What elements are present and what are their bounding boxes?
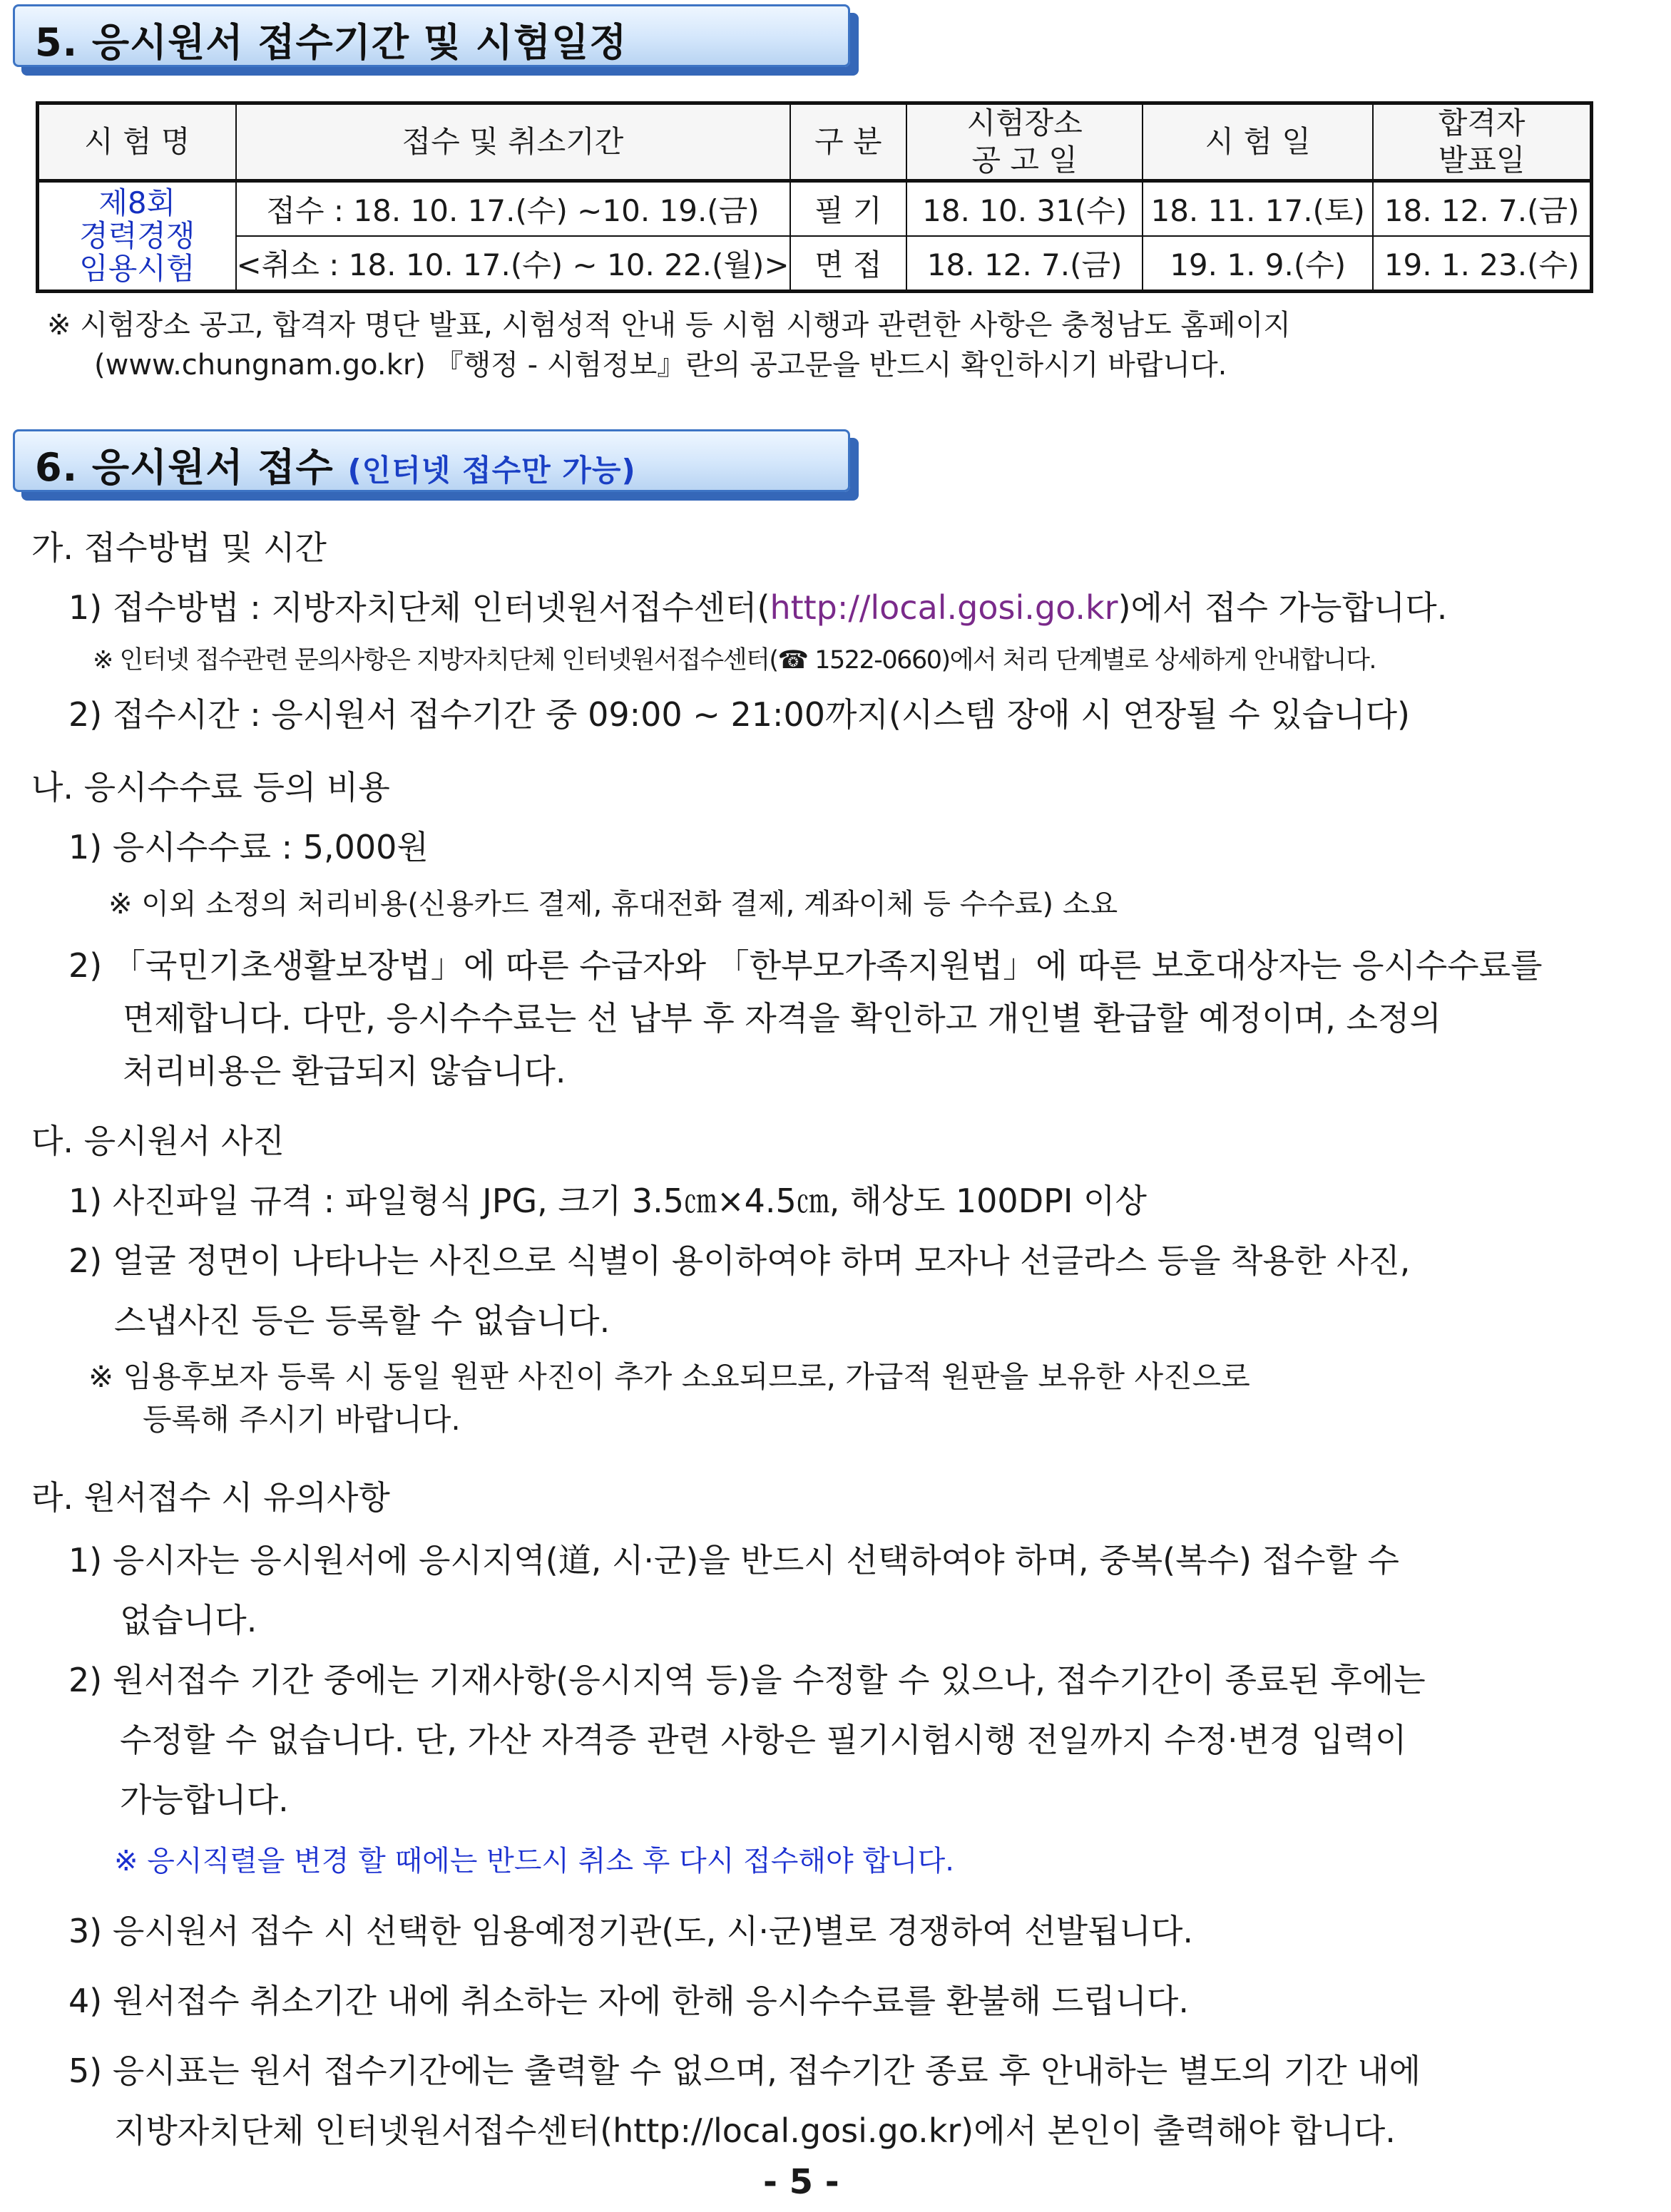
header-period: 접수 및 취소기간 <box>236 103 790 181</box>
ra-item1-line1: 1) 응시자는 응시원서에 응시지역(道, 시·군)을 반드시 선택하여야 하며, 중복(복수) 접수할 수 <box>68 1541 1399 1579</box>
section5-title: 5. 응시원서 접수기간 및 시험일정 <box>35 20 628 65</box>
cancel-period-cell: <취소 : 18. 10. 17.(수) ~ 10. 22.(월)> <box>236 236 790 292</box>
schedule-table <box>36 101 1593 293</box>
section6-title-wrap <box>35 437 636 492</box>
result-date-cell: 18. 12. 7.(금) <box>1373 181 1591 237</box>
table-row <box>38 236 1592 292</box>
na-item1: 1) 응시수수료 : 5,000원 <box>68 828 429 866</box>
exam-date-cell: 19. 1. 9.(수) <box>1143 236 1373 292</box>
header-result-date: 합격자 발표일 <box>1373 103 1591 181</box>
ga-item1 <box>68 582 1447 629</box>
na-item2-line1: 2) 「국민기초생활보장법」에 따른 수급자와 「한부모가족지원법」에 따른 보호대상자는 응시수수료를 <box>68 946 1543 985</box>
da-note-line2: 등록해 주시기 바랍니다. <box>143 1402 461 1437</box>
apply-period-cell: 접수 : 18. 10. 17.(수) ~10. 19.(금) <box>236 181 790 237</box>
notice-date-cell: 18. 10. 31(수) <box>906 181 1143 237</box>
ra-item2-line2: 수정할 수 없습니다. 단, 가산 자격증 관련 사항은 필기시험시행 전일까지 수정·변경 입력이 <box>120 1721 1407 1759</box>
heading-ra: 라. 원서접수 시 유의사항 <box>31 1478 390 1517</box>
ga-item1-note: ※ 인터넷 접수관련 문의사항은 지방자치단체 인터넷원서접수센터(☎ 1522-0660)에서 처리 단계별로 상세하게 안내합니다. <box>93 646 1376 675</box>
header-exam-date: 시 험 일 <box>1143 103 1373 181</box>
header-type: 구 분 <box>790 103 907 181</box>
ra-item4: 4) 원서접수 취소기간 내에 취소하는 자에 한해 응시수수료를 환불해 드립니다. <box>68 1982 1189 2020</box>
table-header-row <box>38 103 1592 181</box>
na-item2-line2: 면제합니다. 다만, 응시수수료는 선 납부 후 자격을 확인하고 개인별 환급할 예정이며, 소정의 <box>123 999 1441 1038</box>
na-item2-line3: 처리비용은 환급되지 않습니다. <box>123 1052 566 1090</box>
da-note-line1: ※ 임용후보자 등록 시 동일 원판 사진이 추가 소요되므로, 가급적 원판을 보유한 사진으로 <box>88 1359 1250 1394</box>
na-item1-note: ※ 이외 소정의 처리비용(신용카드 결제, 휴대전화 결제, 계좌이체 등 수수료) 소요 <box>108 888 1118 921</box>
page-number: - 5 - <box>763 2162 839 2202</box>
ga-item1-suffix: )에서 접수 가능합니다. <box>1118 588 1448 627</box>
ra-item5-line2: 지방자치단체 인터넷원서접수센터(http://local.gosi.go.kr)에서 본인이 출력해야 합니다. <box>114 2111 1396 2150</box>
ra-item2-line1: 2) 원서접수 기간 중에는 기재사항(응시지역 등)을 수정할 수 있으나, 접수기간이 종료된 후에는 <box>68 1661 1426 1699</box>
da-item2-line2: 스냅사진 등은 등록할 수 없습니다. <box>114 1301 610 1340</box>
section6-title-sub: (인터넷 접수만 가능) <box>347 453 636 488</box>
heading-na: 나. 응시수수료 등의 비용 <box>31 768 390 807</box>
table-row <box>38 181 1592 237</box>
result-date-cell: 19. 1. 23.(수) <box>1373 236 1591 292</box>
heading-ga: 가. 접수방법 및 시간 <box>31 528 327 567</box>
ra-item2-line3: 가능합니다. <box>120 1781 289 1819</box>
da-item2-line1: 2) 얼굴 정면이 나타나는 사진으로 식별이 용이하여야 하며 모자나 선글라스 등을 착용한 사진, <box>68 1241 1411 1280</box>
ra-item3: 3) 응시원서 접수 시 선택한 임용예정기관(도, 시·군)별로 경쟁하여 선발됩니다. <box>68 1912 1194 1950</box>
header-exam-name: 시 험 명 <box>38 103 236 181</box>
ga-item2: 2) 접수시간 : 응시원서 접수기간 중 09:00 ~ 21:00까지(시스템 장애 시 연장될 수 있습니다) <box>68 695 1411 734</box>
section5-note-line1: ※ 시험장소 공고, 합격자 명단 발표, 시험성적 안내 등 시험 시행과 관련한 사항은 충청남도 홈페이지 <box>47 309 1291 342</box>
type-cell: 필 기 <box>790 181 907 237</box>
ra-item5-line1: 5) 응시표는 원서 접수기간에는 출력할 수 없으며, 접수기간 종료 후 안내하는 별도의 기간 내에 <box>68 2052 1421 2090</box>
da-item1: 1) 사진파일 규격 : 파일형식 JPG, 크기 3.5㎝×4.5㎝, 해상도 100DPI 이상 <box>68 1182 1147 1220</box>
section5-note-line2: (www.chungnam.go.kr) 『행정 - 시험정보』란의 공고문을 반드시 확인하시기 바랍니다. <box>94 349 1227 382</box>
notice-date-cell: 18. 12. 7.(금) <box>906 236 1143 292</box>
section6-banner <box>13 429 850 492</box>
ga-item1-prefix: 1) 접수방법 : 지방자치단체 인터넷원서접수센터( <box>68 588 770 627</box>
exam-date-cell: 18. 11. 17.(토) <box>1143 181 1373 237</box>
section5-banner <box>13 4 850 67</box>
header-notice-date: 시험장소 공 고 일 <box>906 103 1143 181</box>
heading-da: 다. 응시원서 사진 <box>31 1122 285 1160</box>
exam-name-cell: 제8회 경력경쟁 임용시험 <box>38 181 236 292</box>
ra-item1-line2: 없습니다. <box>120 1601 257 1639</box>
ra-item2-note: ※ 응시직렬을 변경 할 때에는 반드시 취소 후 다시 접수해야 합니다. <box>114 1845 955 1878</box>
gosi-link[interactable]: http://local.gosi.go.kr <box>770 588 1118 627</box>
type-cell: 면 접 <box>790 236 907 292</box>
section6-title: 6. 응시원서 접수 <box>35 445 334 490</box>
